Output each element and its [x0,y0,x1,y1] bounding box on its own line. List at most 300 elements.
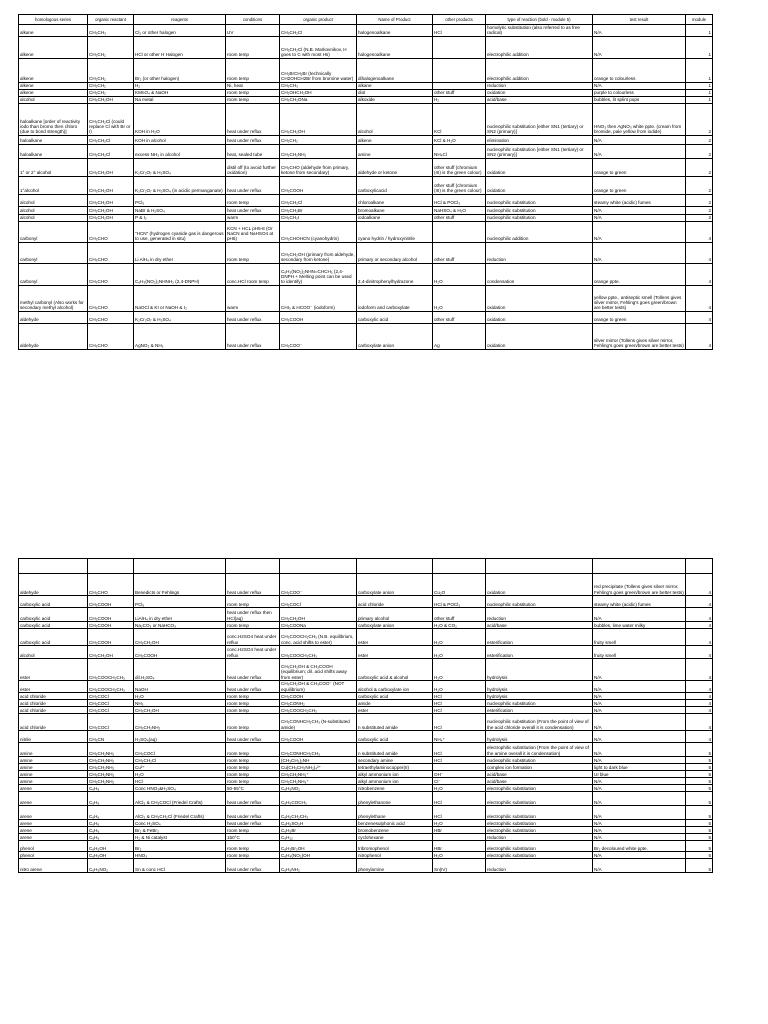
table-cell: H₂O [433,852,486,859]
table-cell: fruity smell [593,646,686,659]
table-cell: Benedicts or Fehlings [134,574,226,596]
table-cell: LiAlH₄ in dry ether [134,608,226,622]
table-cell: Conc HNO₃&H₂SO₄ [134,785,226,792]
table-cell: C₆H₆ [88,820,134,827]
table-cell: N/A [593,778,686,785]
table-cell: carboxylic acid & alcohol [357,659,433,681]
table-cell: 2 [686,214,713,221]
table-cell: electrophilic substitution [486,841,593,852]
table-cell: 2 [686,135,713,144]
table-cell: amine [19,778,88,785]
table-cell: hydrolysis [486,681,593,693]
table-cell: HBr [433,827,486,834]
table-cell: CH₃CH₂OH [88,158,134,176]
table-cell: carboxylate anion [357,622,433,629]
table-cell: CH₃CH₂OH [88,214,134,221]
table-cell: CH₃CH₂OH [88,646,134,659]
table-cell: CH₂CH₂ [280,135,357,144]
table-cell: alkyl ammonium ion [357,778,433,785]
table-cell: carboxylic acid [357,731,433,743]
table-cell: orange to green [593,311,686,323]
table-cell: N/A [593,707,686,714]
table-row [19,792,713,806]
column-header: organic product [280,15,357,25]
table-cell: CH₃COOCH₂CH₃ [88,659,134,681]
table-cell: room temp [226,693,280,700]
table-cell: iodoform and carboxylate [357,285,433,311]
table-cell: 5 [686,820,713,827]
table-cell: 1 [686,25,713,37]
table-cell: room temp [226,827,280,834]
table-cell: C₆H₅NH₂ [280,859,357,873]
table-cell: haloalkane [19,144,88,158]
table-cell: phenylethane [357,806,433,820]
table-cell: esterification [486,707,593,714]
table-cell: (CH₃CH₂)₂NH [280,757,357,764]
table-cell: yellow ppte., antiseptic smell (Tollens gives silver mirror, Fehling's goes green/brown are better tests) [593,285,686,311]
table-cell: "HCN" (hydrogen cyanide gas is dangerous to use, generated in situ) [134,221,226,242]
table-cell: N/A [593,820,686,827]
table-cell: Br₂ decoloured white ppte. [593,841,686,852]
table-cell: H₂O [433,820,486,827]
table-cell: N/A [593,852,686,859]
table-row [19,242,713,263]
column-header: test result [593,15,686,25]
table-cell: CH₃CH₂Cl [280,25,357,37]
table-cell: CH₃COOCH₂CH₃ [88,681,134,693]
table-cell: CH₂BrCH₂Br (technically CH2OHCH2Br from bromine water) [280,58,357,82]
empty-row [19,559,713,574]
table-cell: 1 [686,82,713,89]
table-row [19,596,713,608]
table-cell: 4 [686,608,713,622]
table-cell: 5 [686,778,713,785]
table-cell: AgNO₃ & NH₃ [134,323,226,349]
table-cell: iodoalkane [357,214,433,221]
table-row [19,135,713,144]
table-row [19,659,713,681]
table-cell: other stuff [433,608,486,622]
table-cell: 4 [686,693,713,700]
table-cell: light to dark blue [593,764,686,771]
table-cell: alkoxide [357,96,433,103]
table-cell: CH₃COO⁻ [280,323,357,349]
table-cell: heat under reflux [226,820,280,827]
table-header-row [19,15,713,25]
table-cell: K₂Cr₂O₇ & H₂SO₄ [134,311,226,323]
table-cell: CH₂CH₂ [88,82,134,89]
table-row [19,785,713,792]
table-cell: carboxylic acid [19,629,88,646]
table-cell: 4 [686,731,713,743]
table-cell: NaOH [134,681,226,693]
table-cell: alcohol [19,214,88,221]
table-cell: H₂O [433,681,486,693]
table-cell: CH₃COONa [280,622,357,629]
table-cell: N/A [593,82,686,89]
table-cell: room temp [226,743,280,757]
table-cell: conc.H2SO4 heat under reflux [226,646,280,659]
table-cell: phenol [19,841,88,852]
table-cell: N/A [593,731,686,743]
table-cell: CH₃CH₂NH₂ [280,144,357,158]
table-cell: ester [357,707,433,714]
table-row [19,629,713,646]
table-cell: CH₃COOH [280,731,357,743]
table-cell: HCl [433,806,486,820]
table-cell: CH₃CH₂Cl [134,757,226,764]
table-cell: CH₃CH₂NH₂ [88,743,134,757]
table-cell: 5 [686,827,713,834]
table-row [19,25,713,37]
table-cell: room temp [226,700,280,707]
table-cell: OH⁻ [433,771,486,778]
table-cell: CH₃CHO [88,263,134,285]
table-cell: NaOCl & KI or NaOH & I₂ [134,285,226,311]
table-cell: purple to colourless [593,89,686,96]
table-cell: CH₃CH₂OH [88,194,134,206]
table-cell: N/A [593,714,686,731]
table-cell: 4 [686,707,713,714]
table-cell: HCl [433,707,486,714]
table-row [19,852,713,859]
table-cell: H₂ & Ni catalyst [134,834,226,841]
table-row [19,89,713,96]
table-cell: hydrolysis [486,731,593,743]
table-cell: 2 [686,158,713,176]
table-cell: distil off (to avoid further oxidation) [226,158,280,176]
table-row [19,743,713,757]
table-cell: alcohol [19,646,88,659]
table-row [19,693,713,700]
table-cell: carbonyl [19,263,88,285]
table-cell: HCl [433,743,486,757]
table-cell: nitrile [19,731,88,743]
table-cell: alkene [19,36,88,58]
reactions-table-1 [18,14,713,350]
table-cell: CH₃COCl [280,596,357,608]
table-cell: halogenoalkane [357,25,433,37]
table-cell: C₆H₅COCH₃ [280,792,357,806]
table-cell: heat under reflux [226,681,280,693]
table-cell: CH₃CH₂OH & CH₃COOH (equilibrium; dil. acid shifts away from ester) [280,659,357,681]
table-cell: phenylamine [357,859,433,873]
table-cell: heat under reflux [226,731,280,743]
table-cell: electrophilic substitution [486,792,593,806]
table-cell: N/A [593,135,686,144]
table-row [19,144,713,158]
table-cell: carbonyl [19,242,88,263]
table-cell: CH₃COOH [88,629,134,646]
table-cell: electrophilic addition [486,36,593,58]
table-cell: steamy white (acidic) fumes [593,194,686,206]
table-cell: 4 [686,574,713,596]
table-cell: N/A [593,36,686,58]
table-cell: P & I₂ [134,214,226,221]
table-cell: 2 [686,206,713,214]
table-cell: CH₃CH₂NH₂ [88,778,134,785]
table-cell: N/A [593,743,686,757]
table-cell: oxidation [486,176,593,194]
table-cell: arene [19,834,88,841]
table-cell: nucleophilic substitution [either SN1 (tertiary) or SN2 (primary)] [486,144,593,158]
table-cell: HCl [433,757,486,764]
table-cell: CH₃CH₂Br [280,206,357,214]
table-cell: warm [226,285,280,311]
table-cell: PCl₅ [134,596,226,608]
table-cell: alkene [357,135,433,144]
table-cell: N/A [593,859,686,873]
table-cell: nucleophilic substitution [either SN1 (tertiary) or SN2 (primary)] [486,103,593,135]
table-cell: 4 [686,285,713,311]
table-cell: oxidation [486,311,593,323]
table-row [19,707,713,714]
table-row [19,778,713,785]
table-cell: CH₃COOH [280,311,357,323]
table-cell: acid/base [486,96,593,103]
table-cell: other stuff [433,89,486,96]
table-cell [433,221,486,242]
table-cell: oxidation [486,285,593,311]
table-cell: C₆H₅SO₃H [280,820,357,827]
table-cell: AlCl₃ & CH₃COCl (Friedel Crafts) [134,792,226,806]
table-cell: carboxylic acid [19,622,88,629]
table-cell: carboxylic acid [357,311,433,323]
table-cell: amide [357,700,433,707]
table-row [19,608,713,622]
table-cell: CH₃COCl [88,707,134,714]
table-cell: C₆H₃(NO₂)₂NHNH₂ (2,4-DNPH) [134,263,226,285]
reactions-table-2 [18,558,713,873]
table-cell: nucleophilic substitution (From the point of view of the acid chloride overall it is condensation) [486,714,593,731]
table-cell: room temp [226,96,280,103]
table-cell: N/A [593,206,686,214]
table-cell [433,58,486,82]
table-cell: n substituted amide [357,714,433,731]
table-cell: Conc H₂SO₄ [134,820,226,827]
table-cell: 4 [686,714,713,731]
table-cell: diol [357,89,433,96]
table-cell: CHI₃ & HCOO⁻ (iodoform) [280,285,357,311]
table-row [19,285,713,311]
table-row [19,214,713,221]
table-cell: CH₃CH₂NH₃⁺ [280,771,357,778]
column-header: homologous series [19,15,88,25]
table-cell: H₂O [134,771,226,778]
table-cell: NaHSO₄ & H₂O [433,206,486,214]
table-cell: acid/base [486,778,593,785]
table-cell: halogenoalkane [357,36,433,58]
table-cell: phenylethanone [357,792,433,806]
table-cell: CH₃CHO [88,311,134,323]
table-cell: electrophilic substitution (From the point of view of the amine overall it is condensation) [486,743,593,757]
table-cell: Cu²⁺ [134,764,226,771]
table-sheet-2 [18,558,712,873]
table-cell: N/A [593,659,686,681]
table-cell: electrophilic substitution [486,820,593,827]
table-cell: 2 [686,103,713,135]
table-cell: H₂ [134,82,226,89]
table-cell: alcohol [19,206,88,214]
table-cell: chloroalkane [357,194,433,206]
table-cell: N/A [593,834,686,841]
table-cell: Br₂ (or other halogen) [134,58,226,82]
table-cell: primary or secondary alcohol [357,242,433,263]
table-cell: 5 [686,764,713,771]
table-cell: CH₃CH₂NH₃⁺ [280,778,357,785]
table-cell: acid chloride [19,707,88,714]
table-cell: H₂O [433,646,486,659]
table-cell [433,834,486,841]
table-cell: CH₃CN [88,731,134,743]
table-cell: C₆H₄(NO₂)OH [280,852,357,859]
table-cell: 4 [686,323,713,349]
table-cell: 1 [686,89,713,96]
table-cell: 1° or 2° alcohol [19,158,88,176]
table-cell: 4 [686,263,713,285]
table-cell: N/A [593,681,686,693]
table-cell: haloalkane [19,135,88,144]
table-cell: amine [357,144,433,158]
table-row [19,827,713,834]
table-cell: N/A [593,693,686,700]
table-cell: arene [19,827,88,834]
table-cell: heat under reflux [226,574,280,596]
table-row [19,757,713,764]
table-cell: N/A [593,25,686,37]
table-cell: KCN + HCL pH5-8 (Or NaCN and NaHSO4 at pH5) [226,221,280,242]
table-cell: N/A [593,221,686,242]
table-cell: aldehyde [19,311,88,323]
table-cell: 4 [686,596,713,608]
table-cell: NH₄Cl [433,144,486,158]
table-cell: PCl₅ [134,194,226,206]
table-cell: esterification [486,646,593,659]
table-cell: CH₃CH₂OH [280,103,357,135]
table-cell: room temp [226,707,280,714]
table-row [19,82,713,89]
table-row [19,58,713,82]
column-header: module [686,15,713,25]
table-cell: N/A [593,827,686,834]
table-cell: heat under reflux [226,206,280,214]
table-cell: C₆H₁₂ [280,834,357,841]
table-cell: C₆H₅OH [88,841,134,852]
table-cell: nucleophilic substitution [486,596,593,608]
table-row [19,841,713,852]
table-row [19,834,713,841]
table-cell: 2 [686,144,713,158]
table-cell: 5 [686,743,713,757]
column-header: organic reactant [88,15,134,25]
table-cell: orange to green [593,158,686,176]
table-cell: secondary amine [357,757,433,764]
table-cell: 1 [686,58,713,82]
table-row [19,764,713,771]
table-cell: room temp [226,194,280,206]
column-header: Name of Product [357,15,433,25]
table-cell: C₆H₅OH [88,852,134,859]
table-cell: amine [19,757,88,764]
table-cell: Sn & conc HCl [134,859,226,873]
table-cell: 5 [686,757,713,764]
table-cell: HCl [433,700,486,707]
table-cell: phenol [19,852,88,859]
table-cell: conc.H2SO4 heat under reflux [226,629,280,646]
table-cell: room temp [226,714,280,731]
table-cell: CH₃COOH [88,608,134,622]
table-cell: 2 [686,176,713,194]
table-cell: heat under reflux [226,792,280,806]
table-cell [433,82,486,89]
table-cell: CH₃COOH [280,693,357,700]
table-cell: alkene [19,89,88,96]
table-cell: CH₂OHCH₂OH [280,89,357,96]
table-cell: NaBr & H₂SO₄ [134,206,226,214]
table-cell: reduction [486,608,593,622]
table-cell: NH₃ [134,700,226,707]
table-cell: arene [19,820,88,827]
table-cell: arene [19,785,88,792]
table-cell: CH₃CHO [88,242,134,263]
table-cell: ester [19,659,88,681]
table-cell: CH₃COCl [134,743,226,757]
table-cell: CH₃CH₃ [88,25,134,37]
table-cell: carboxylic acid [19,608,88,622]
table-cell: HCl [433,792,486,806]
table-row [19,194,713,206]
table-cell: room temp [226,757,280,764]
table-cell: other stuff [433,242,486,263]
table-row [19,176,713,194]
table-cell: dil.H₂SO₄ [134,659,226,681]
table-cell: electrophilic addition [486,58,593,82]
table-cell: other stuff [433,214,486,221]
table-cell: CH₃CONH₂ [280,700,357,707]
table-cell: HCl & POCl₃ [433,194,486,206]
table-cell: orange to colourless [593,58,686,82]
table-cell: CH₂CH₂ [88,89,134,96]
table-row [19,206,713,214]
table-row [19,681,713,693]
table-cell: nitrophenol [357,852,433,859]
table-cell: CH₃CH₂Cl [88,144,134,158]
table-cell: alcohol [357,103,433,135]
table-cell: HCl [433,693,486,700]
table-cell: C₆H₆ [88,806,134,820]
table-cell: CH₃CH₂NH₂ [88,764,134,771]
table-cell: N/A [593,608,686,622]
table-cell: 4 [686,311,713,323]
table-cell: AlCl₃ & CH₃CH₂Cl (Friedel Crafts) [134,806,226,820]
table-cell: primary alcohol [357,608,433,622]
table-cell: fruity smell [593,629,686,646]
table-cell: bromobenzene [357,827,433,834]
table-cell: carboxylicacid [357,176,433,194]
table-cell: 2,4-dinitrophenylhydrazone [357,263,433,285]
table-cell: 4 [686,659,713,681]
table-cell: aldehyde [19,323,88,349]
table-cell: C₆H₅Br [280,827,357,834]
table-cell: HNO₃ [134,852,226,859]
table-cell: CH₃CONHCH₂CH₃ (N-substituted amide) [280,714,357,731]
table-cell: CH₃CH₂Cl [280,194,357,206]
table-cell: K₂Cr₂O₇ & H₂SO₄ (in acidic permanganate) [134,176,226,194]
table-cell: heat under reflux then HCl(aq) [226,608,280,622]
table-cell: HCl [134,778,226,785]
table-cell: N/A [593,757,686,764]
table-cell: C₆H₅NO₂ [88,859,134,873]
